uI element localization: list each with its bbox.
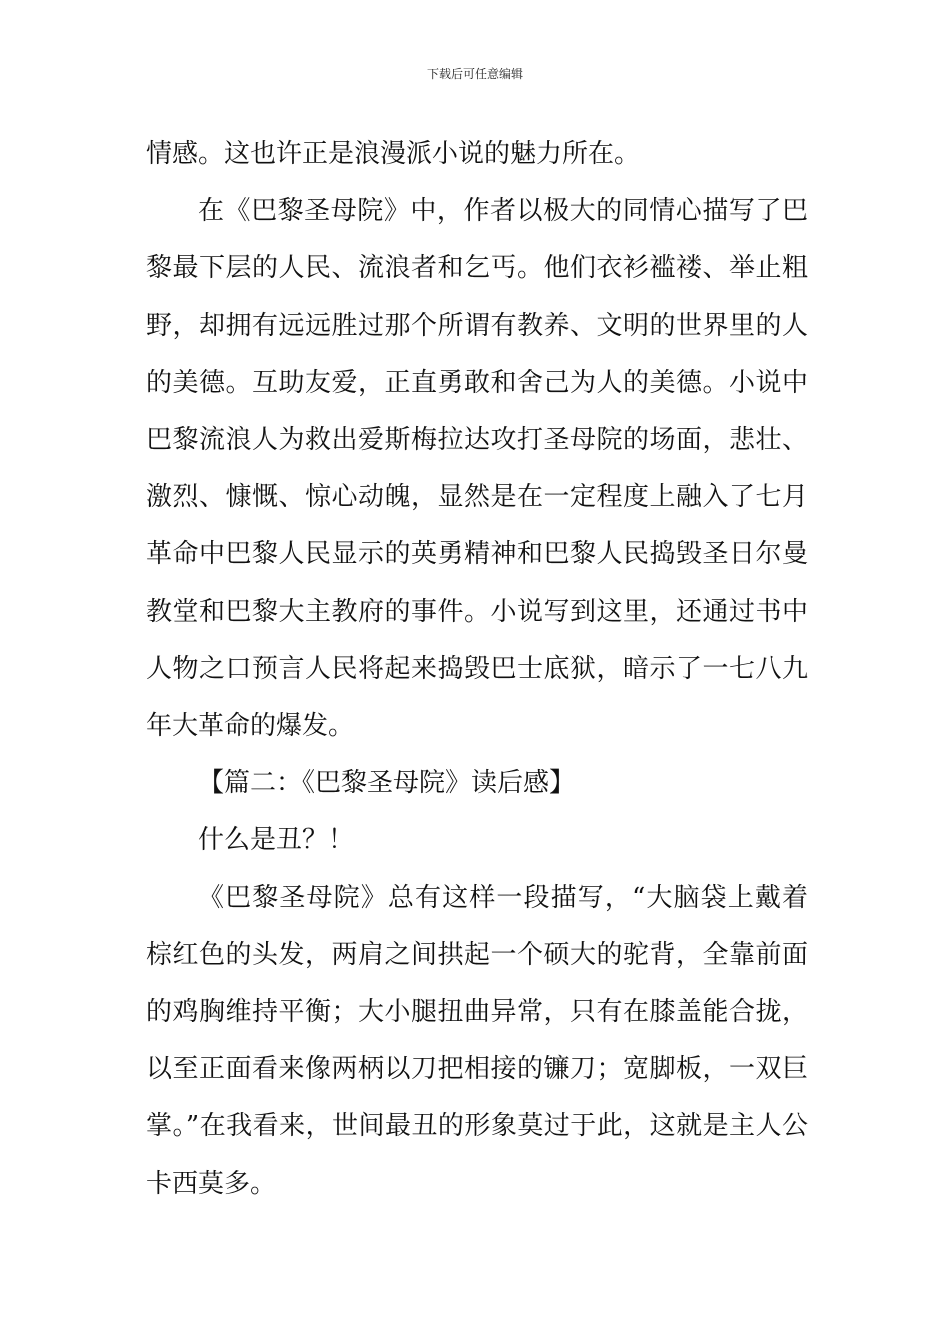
paragraph-2: 在《巴黎圣母院》中，作者以极大的同情心描写了巴黎最下层的人民、流浪者和乞丐。他们衣衫褴褛、举止粗野，却拥有远远胜过那个所谓有教养、文明的世界里的人的美德。互助友爱，正直勇敢和舍己为人的美德。小说中巴黎流浪人为救出爱斯梅拉达攻打圣母院的场面，悲壮、激烈、慷慨、惊心动魄，显然是在一定程度上融入了七月革命中巴黎人民显示的英勇精神和巴黎人民捣毁圣日尔曼教堂和巴黎大主教府的事件。小说写到这里，还通过书中人物之口预言人民将起来捣毁巴士底狱，暗示了一七八九年大革命的爆发。 [146,196,808,742]
paragraph-4: 《巴黎圣母院》总有这样一段描写，“大脑袋上戴着棕红色的头发，两肩之间拱起一个硕大的驼背，全靠前面的鸡胸维持平衡；大小腿扭曲异常，只有在膝盖能合拢，以至正面看来像两柄以刀把相接的镰刀；宽脚板，一双巨掌。”在我看来，世间最丑的形象莫过于此，这就是主人公卡西莫多。 [146,882,808,1199]
paragraph-3: 什么是丑？！ [198,825,355,856]
document-body [146,126,808,1213]
section-heading: 【篇二：《巴黎圣母院》读后感】 [198,768,576,799]
paragraph-1: 情感。这也许正是浪漫派小说的魅力所在。 [146,139,641,169]
page-header: 下载后可任意编辑 [426,67,523,81]
